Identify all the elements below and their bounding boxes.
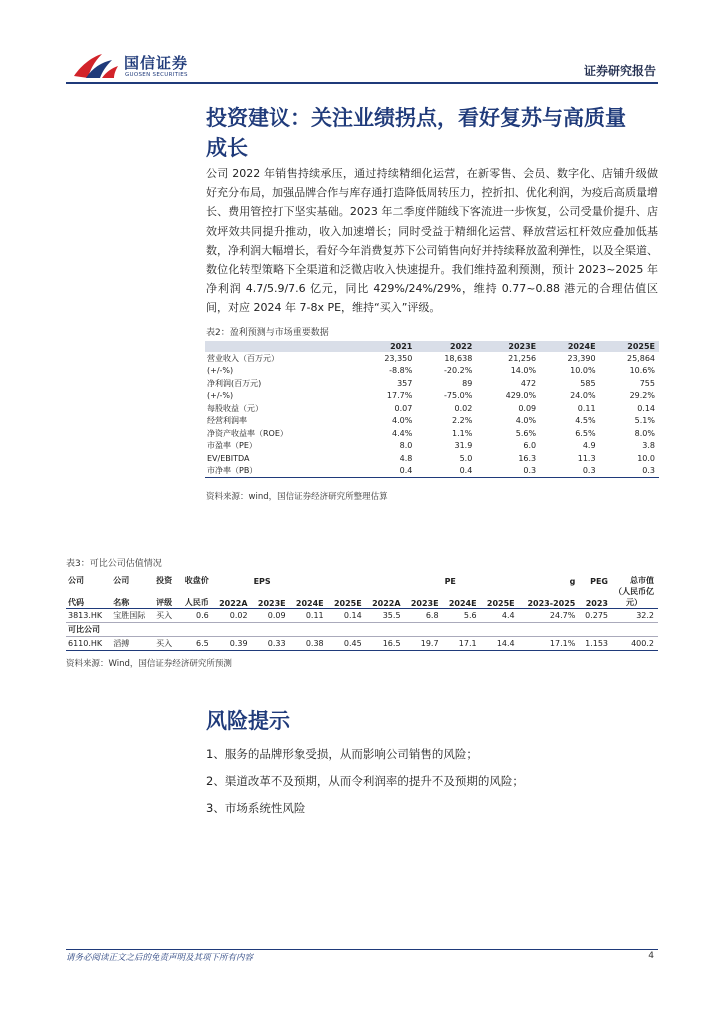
table-cell: 357 xyxy=(397,378,413,388)
table-cell: 4.4 xyxy=(501,611,515,620)
table-cell: 8.0% xyxy=(634,428,655,438)
table-cell: 23,390 xyxy=(567,353,596,363)
table3-source: 资料来源：Wind，国信证券经济研究所预测 xyxy=(66,659,232,669)
table-cell: 21,256 xyxy=(508,353,537,363)
table-cell: 35.5 xyxy=(382,611,401,620)
column-header: PE xyxy=(444,577,456,586)
table2-caption: 表2：盈利预测与市场重要数据 xyxy=(206,328,329,338)
table-cell: 29.2% xyxy=(629,391,655,401)
risk-item-1: 1、服务的品牌形象受损，从而影响公司销售的风险； xyxy=(206,747,478,761)
table-cell: 0.6 xyxy=(195,611,209,620)
column-header: 2025E xyxy=(486,599,515,608)
table-header-row-2 xyxy=(66,586,658,609)
page-number: 4 xyxy=(648,951,654,961)
table2-source: 资料来源：wind，国信证券经济研究所整理估算 xyxy=(206,492,388,502)
table-cell: 31.9 xyxy=(454,441,473,451)
table-cell: 18,638 xyxy=(444,353,473,363)
table-cell: 0.09 xyxy=(518,403,537,413)
column-header: 2024E xyxy=(448,599,477,608)
header-divider xyxy=(66,82,658,84)
table-cell: 4.0% xyxy=(392,416,413,426)
table-row xyxy=(205,365,659,378)
table-cell: -8.8% xyxy=(389,366,413,376)
table-cell: 2.2% xyxy=(451,416,473,426)
table-cell: 3813.HK xyxy=(68,611,103,620)
table-cell: 4.8 xyxy=(399,453,413,463)
table-cell: -20.2% xyxy=(444,366,473,376)
row-label: (+/-%) xyxy=(207,391,234,401)
column-header: PEG xyxy=(590,577,608,586)
column-header: 公司 xyxy=(113,576,130,585)
column-header: 投资 xyxy=(156,576,173,585)
table-cell: 0.4 xyxy=(399,466,413,476)
table-cell: 89 xyxy=(462,378,473,388)
footer-divider xyxy=(66,949,658,950)
table-header-row-1 xyxy=(66,571,658,586)
row-label: 营业收入（百万元） xyxy=(207,353,279,363)
section-title-risk: 风险提示 xyxy=(206,709,290,733)
table-row xyxy=(205,390,659,403)
investment-paragraph: 公司 2022 年销售持续承压，通过持续精细化运营，在新零售、会员、数字化、店铺升级做好充分布局，加强品牌合作与库存通打造降低周转压力，控折扣、优化利润，为疫后高质量增长、费用管控打下坚实基础。2023 年二季度伴随线下客流进一步恢复，公司受量价提升、店效坪效共同提升推动，收入加速增长；同时受益于精细化运营、释放营运杠杆效应叠加低基数，净利润大幅增长，看好今年消费复苏下公司销售向好并持续释放盈利弹性，以及全渠道、数位化转型策略下全渠道和泛微店收入快速提升。我们维持盈利预测，预计 2023~2025 年净利润 4.7/5.9/7.6 亿元，同比 429%/24%/29%，维持 0.77~0.88 港元的合理估值区间，对应 2024 年 7-8x PE，维持“买入”评级。 xyxy=(206,167,658,315)
table-cell: 5.6 xyxy=(463,611,477,620)
table-cell: 24.0% xyxy=(570,391,596,401)
table-cell: 0.3 xyxy=(642,466,655,476)
column-header: 人民币 xyxy=(184,598,209,607)
table-cell: 买入 xyxy=(156,611,173,620)
column-header xyxy=(366,571,405,586)
table-cell: 472 xyxy=(520,378,537,388)
table-cell: 0.11 xyxy=(305,611,324,620)
table-cell: 0.3 xyxy=(523,466,537,476)
column-header xyxy=(213,571,252,586)
risk-item-3: 3、市场系统性风险 xyxy=(206,801,306,815)
table-cell: 0.275 xyxy=(585,611,608,620)
logo-english-name: GUOSEN SECURITIES xyxy=(125,72,188,78)
row-label: 净利润(百万元) xyxy=(207,378,262,388)
column-header: 收盘价 xyxy=(184,576,209,585)
table-cell: 24.7% xyxy=(549,611,576,620)
table-cell: 0.07 xyxy=(394,403,413,413)
row-label: EV/EBITDA xyxy=(207,453,250,463)
table-cell: 25,864 xyxy=(627,353,655,363)
table-cell: 400.2 xyxy=(631,639,654,648)
table-cell: 10.0 xyxy=(637,453,655,463)
column-header: 2023E xyxy=(410,599,439,608)
section-title-investment: 投资建议：关注业绩拐点，看好复苏与高质量 xyxy=(206,106,626,130)
table-cell: 0.3 xyxy=(582,466,596,476)
column-header: 代码 xyxy=(68,598,84,607)
row-label: 经营利润率 xyxy=(207,416,247,426)
table-cell: 0.4 xyxy=(459,466,473,476)
table-cell: -75.0% xyxy=(444,391,473,401)
table-row xyxy=(205,377,659,390)
column-header: EPS xyxy=(253,577,271,586)
table-cell: 8.0 xyxy=(399,441,413,451)
table-cell: 5.0 xyxy=(459,453,473,463)
table-row xyxy=(205,440,659,453)
row-label: 净资产收益率（ROE） xyxy=(207,428,288,438)
table-cell: 1.1% xyxy=(451,428,473,438)
column-header: 2025E xyxy=(333,599,362,608)
table-cell: 6110.HK xyxy=(68,639,103,648)
table-cell: 买入 xyxy=(156,639,173,648)
table-cell: 11.3 xyxy=(577,453,596,463)
table-cell: 17.7% xyxy=(386,391,413,401)
table-cell: 0.09 xyxy=(267,611,286,620)
column-header: （人民币亿元） xyxy=(614,587,654,607)
table-row xyxy=(205,465,659,478)
table-row xyxy=(205,452,659,465)
row-label: 市盈率（PE） xyxy=(207,441,257,451)
column-header: 2022 xyxy=(416,341,476,352)
table-cell: 滔搏 xyxy=(113,639,130,648)
column-header: 公司 xyxy=(68,576,84,585)
table-header-row xyxy=(205,341,659,352)
table-cell: 14.4 xyxy=(496,639,515,648)
column-header: 2021 xyxy=(357,341,416,352)
table-cell: 10.6% xyxy=(629,366,655,376)
table-cell: 0.14 xyxy=(637,403,655,413)
column-header xyxy=(405,571,443,586)
column-header: 2024E xyxy=(540,341,599,352)
report-type-label: 证券研究报告 xyxy=(583,64,656,78)
guosen-logo-icon xyxy=(72,50,120,80)
table-cell: 3.8 xyxy=(642,441,655,451)
table-cell: 0.45 xyxy=(343,639,362,648)
logo-chinese-name: 国信证券 xyxy=(124,54,189,72)
table-row xyxy=(205,415,659,428)
column-header: 2025E xyxy=(600,341,659,352)
table-cell: 5.6% xyxy=(515,428,537,438)
table-cell: 1.153 xyxy=(585,639,608,648)
table-cell: 5.1% xyxy=(634,416,655,426)
table-row xyxy=(205,427,659,440)
column-header: 2022A xyxy=(372,599,401,608)
column-header: 总市值 xyxy=(630,576,654,585)
footer-disclaimer: 请务必阅读正文之后的免责声明及其项下所有内容 xyxy=(66,953,254,963)
column-header xyxy=(481,571,519,586)
table-cell: 19.7 xyxy=(420,639,439,648)
table-cell: 4.0% xyxy=(515,416,537,426)
table-cell: 0.33 xyxy=(267,639,286,648)
table-row xyxy=(205,402,659,415)
comparable-valuation-table xyxy=(66,571,658,651)
column-header xyxy=(290,571,328,586)
row-label: 每股收益（元） xyxy=(207,403,263,413)
table-cell: 755 xyxy=(639,378,655,388)
table-group-row xyxy=(66,623,658,637)
table-cell: 4.4% xyxy=(392,428,413,438)
table3-caption: 表3：可比公司估值情况 xyxy=(66,559,162,569)
table-cell: 4.5% xyxy=(575,416,596,426)
table-cell: 23,350 xyxy=(384,353,413,363)
table-cell: 16.5 xyxy=(382,639,401,648)
table-row xyxy=(66,637,658,651)
column-header: 2023E xyxy=(476,341,540,352)
table-row xyxy=(66,609,658,623)
column-header: 2023-2025 xyxy=(527,599,576,608)
risk-item-2: 2、渠道改革不及预期，从而令利润率的提升不及预期的风险； xyxy=(206,774,524,788)
table-cell: 宝胜国际 xyxy=(113,611,146,620)
table-cell: 0.39 xyxy=(229,639,248,648)
column-header: 2023E xyxy=(257,599,286,608)
row-label: 市净率（PB） xyxy=(207,466,258,476)
table-cell: 16.3 xyxy=(518,453,537,463)
table-group-label: 可比公司 xyxy=(68,625,100,634)
column-header: g xyxy=(569,577,576,586)
table-cell: 0.02 xyxy=(229,611,248,620)
table-cell: 4.9 xyxy=(582,441,596,451)
table-cell: 14.0% xyxy=(510,366,537,376)
table-cell: 6.0 xyxy=(523,441,537,451)
column-header: 评级 xyxy=(156,598,173,607)
column-header xyxy=(328,571,366,586)
table-cell: 429.0% xyxy=(505,391,537,401)
row-label: (+/-%) xyxy=(207,366,234,376)
table-cell: 0.11 xyxy=(577,403,596,413)
column-header: 2022A xyxy=(219,599,248,608)
column-header xyxy=(205,341,357,352)
table-cell: 6.5 xyxy=(195,639,209,648)
column-header: 2024E xyxy=(295,599,324,608)
table-cell: 17.1% xyxy=(549,639,576,648)
table-cell: 0.38 xyxy=(305,639,324,648)
company-logo xyxy=(72,48,196,84)
column-header: 2023 xyxy=(585,599,608,608)
table-cell: 32.2 xyxy=(636,611,654,620)
table-cell: 585 xyxy=(580,378,596,388)
table-row xyxy=(205,352,659,365)
table-cell: 17.1 xyxy=(458,639,477,648)
table-cell: 0.14 xyxy=(343,611,362,620)
section-title-investment-line2: 成长 xyxy=(206,136,248,160)
earnings-forecast-table xyxy=(205,341,659,478)
table-cell: 6.8 xyxy=(425,611,439,620)
table-cell: 10.0% xyxy=(570,366,596,376)
table-cell: 6.5% xyxy=(575,428,596,438)
table-cell: 0.02 xyxy=(454,403,473,413)
column-header: 名称 xyxy=(113,598,130,607)
